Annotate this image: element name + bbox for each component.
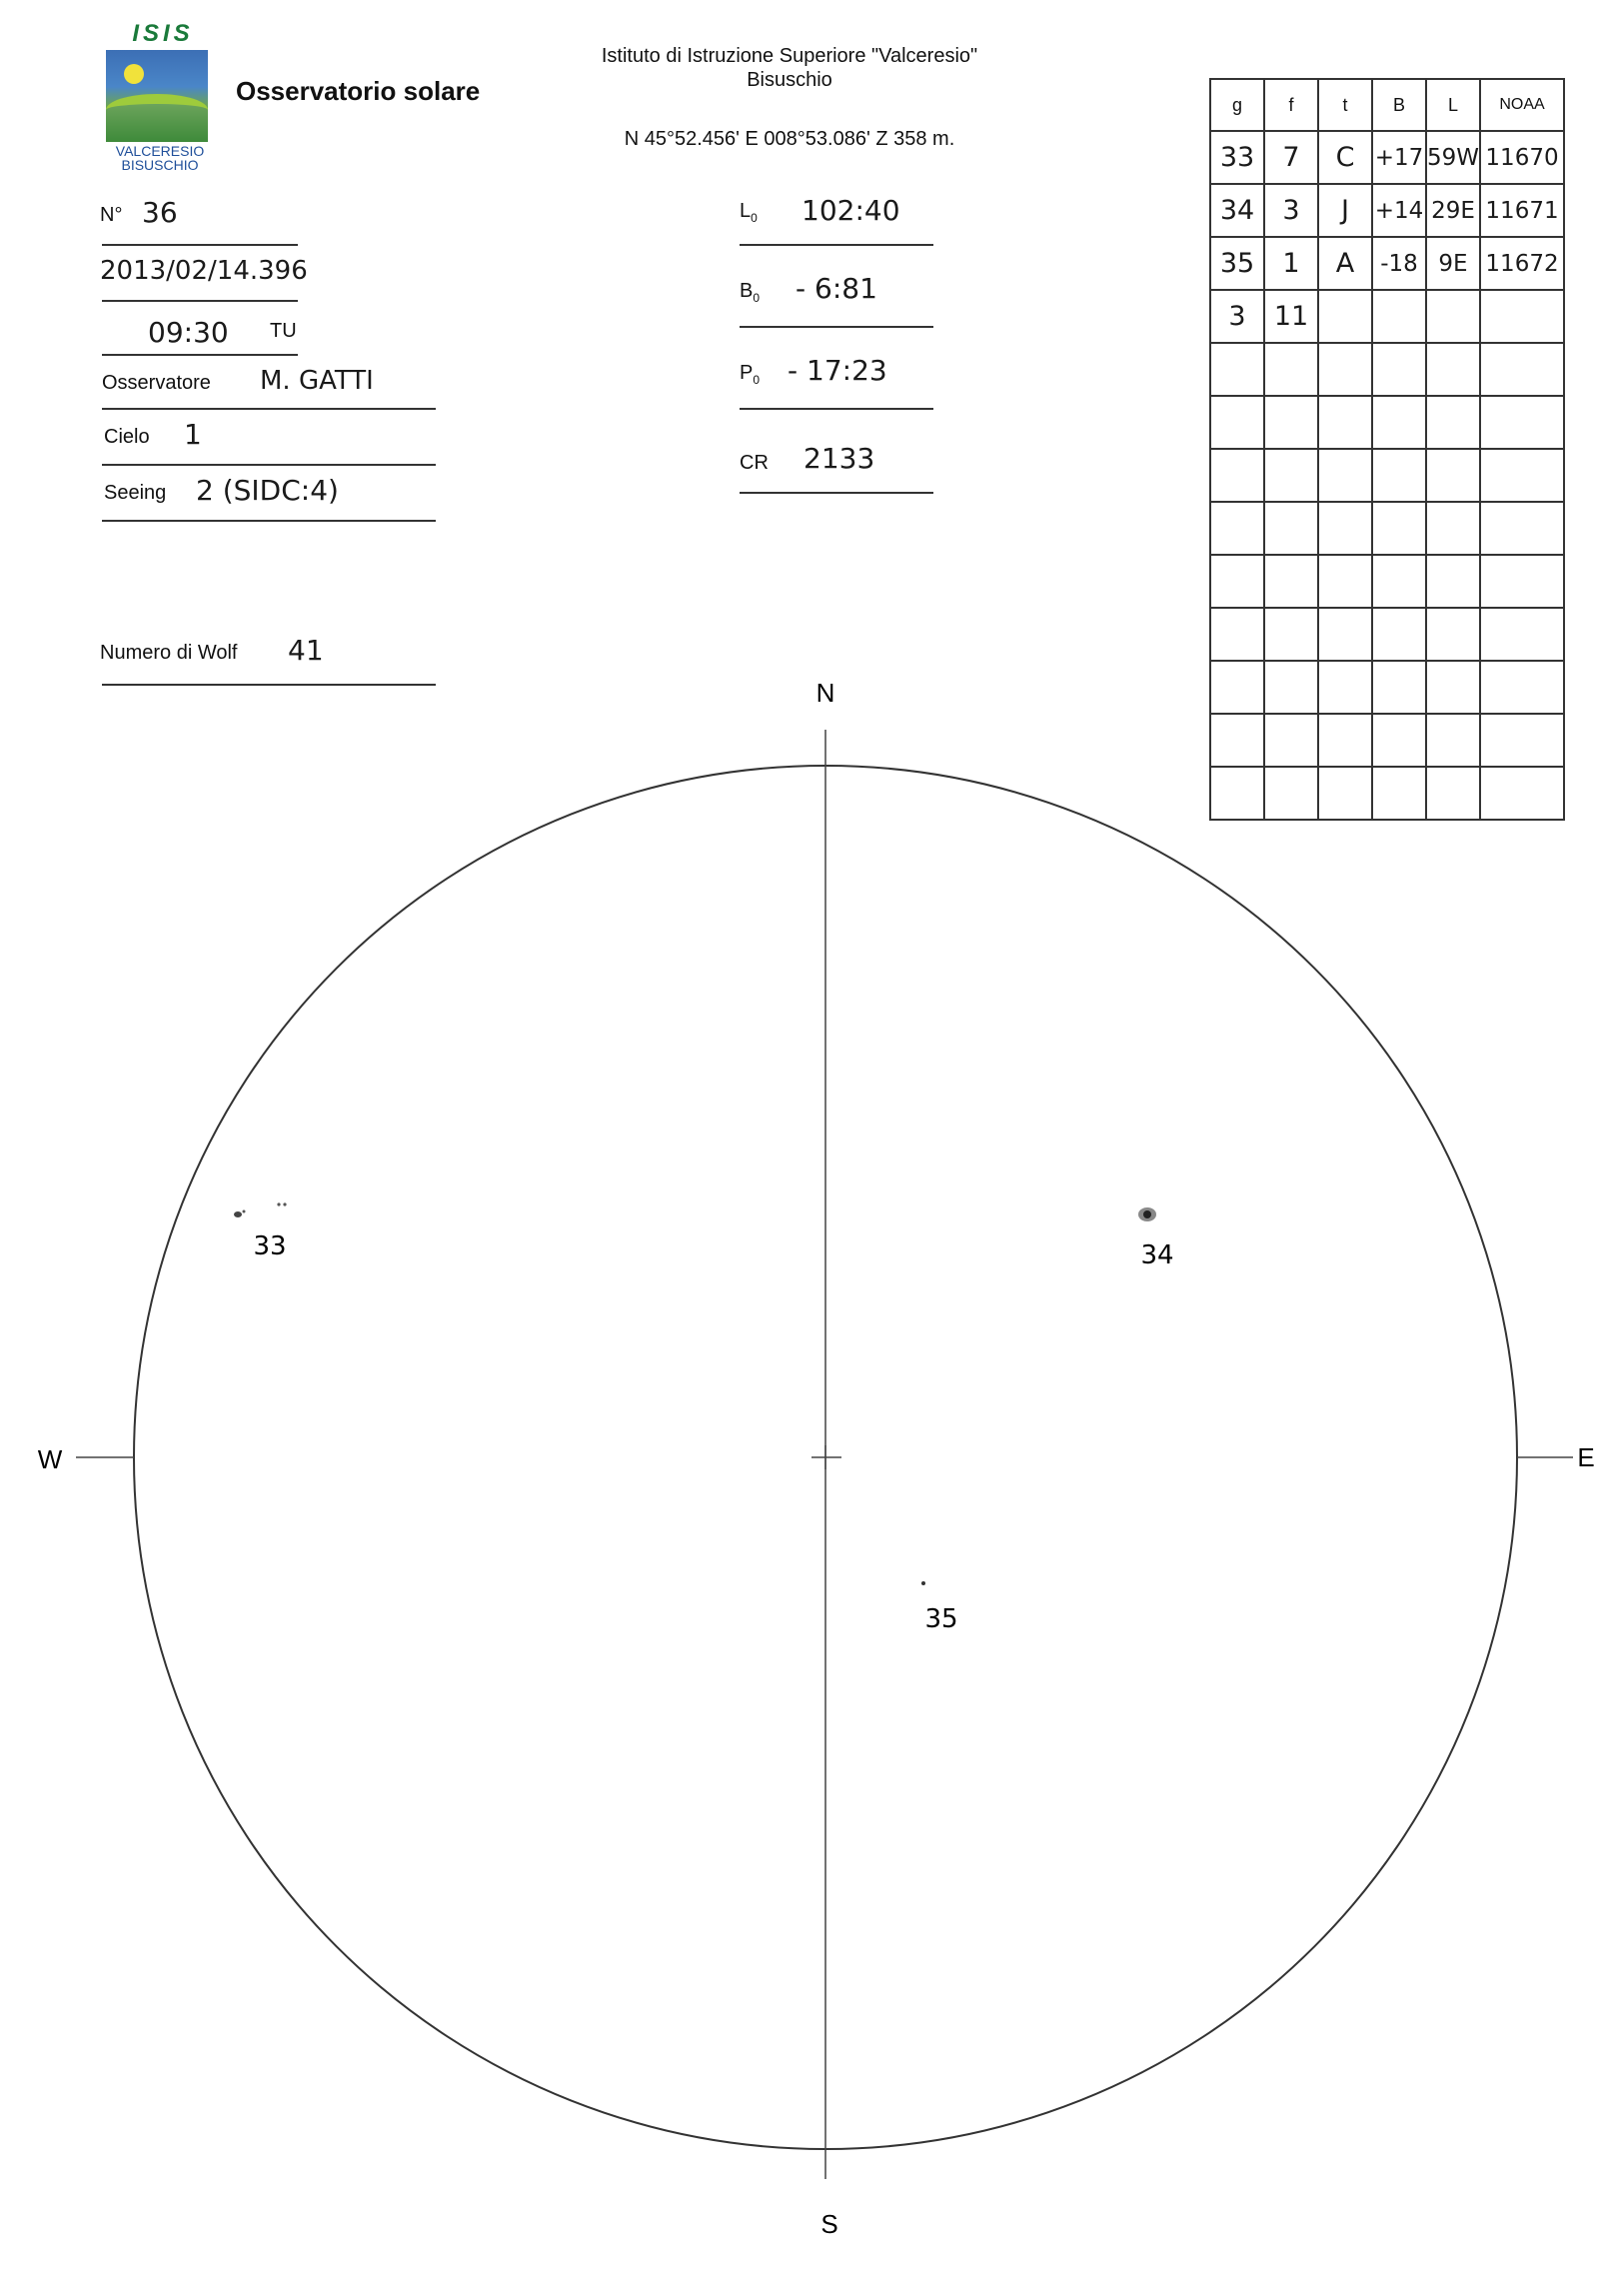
- logo-caption-2: BISUSCHIO: [121, 157, 199, 173]
- cell-f: 1: [1264, 237, 1318, 290]
- header-t: t: [1318, 79, 1372, 131]
- cell-L: 59W: [1426, 131, 1480, 184]
- sky-label: Cielo: [104, 426, 150, 448]
- header-noaa: NOAA: [1480, 79, 1564, 131]
- cell-noaa: 11672: [1480, 237, 1564, 290]
- cell-g: 34: [1210, 184, 1264, 237]
- number-label: N°: [100, 204, 123, 226]
- group-label-33: 33: [253, 1231, 287, 1261]
- cell-L: 9E: [1426, 237, 1480, 290]
- cell-t: A: [1318, 237, 1372, 290]
- group-label-35: 35: [924, 1604, 958, 1634]
- wolf-value: 41: [288, 634, 324, 667]
- cell-f: 3: [1264, 184, 1318, 237]
- west-label: W: [37, 1444, 63, 1474]
- wolf-label: Numero di Wolf: [100, 642, 238, 664]
- institute-line-2: Bisuschio: [747, 69, 832, 91]
- B0-label: $B_0$: [740, 280, 761, 305]
- observer-value: M. GATTI: [260, 366, 374, 396]
- P0-label: $P_0$: [740, 362, 761, 387]
- sunspot-group-35: [921, 1581, 925, 1585]
- CR-label: CR: [740, 452, 769, 474]
- cell-noaa: 11671: [1480, 184, 1564, 237]
- observatory-title: Osservatorio solare: [236, 76, 481, 106]
- east-label: E: [1577, 1442, 1595, 1472]
- site-coordinates: N 45°52.456' E 008°53.086' Z 358 m.: [624, 128, 955, 150]
- L0-value: 102:40: [801, 194, 900, 227]
- sunspot: [277, 1202, 280, 1205]
- north-label: N: [815, 678, 835, 708]
- cell-g: 35: [1210, 237, 1264, 290]
- sunspot: [283, 1202, 286, 1205]
- institute-line-1: Istituto di Istruzione Superiore "Valceresio": [601, 45, 978, 67]
- header-g: g: [1210, 79, 1264, 131]
- cell-t: C: [1318, 131, 1372, 184]
- cell-f-total: 11: [1264, 290, 1318, 343]
- cell-noaa: 11670: [1480, 131, 1564, 184]
- cell-L: 29E: [1426, 184, 1480, 237]
- logo-caption-1: VALCERESIO: [115, 143, 205, 159]
- cell-f: 7: [1264, 131, 1318, 184]
- sunspot-group-33: [234, 1202, 287, 1217]
- logo-brand: ISIS: [132, 20, 194, 47]
- seeing-label: Seeing: [104, 482, 167, 504]
- sunspot-group-34: [1138, 1207, 1156, 1221]
- cell-B: +14: [1372, 184, 1426, 237]
- cell-B: +17: [1372, 131, 1426, 184]
- header-L: L: [1426, 79, 1480, 131]
- sunspot-umbra: [1143, 1210, 1151, 1218]
- observer-label: Osservatore: [102, 372, 211, 394]
- sunspot: [921, 1581, 925, 1585]
- sky-value: 1: [184, 418, 202, 451]
- header-B: B: [1372, 79, 1426, 131]
- L0-label: $L_0$: [740, 200, 758, 225]
- cell-t: J: [1318, 184, 1372, 237]
- sunspot: [243, 1210, 246, 1213]
- date-value: 2013/02/14.396: [100, 256, 308, 286]
- number-value: 36: [142, 196, 178, 229]
- cell-g-total: 3: [1210, 290, 1264, 343]
- group-label-34: 34: [1140, 1240, 1174, 1270]
- time-value: 09:30: [148, 316, 229, 349]
- south-label: S: [820, 2209, 838, 2239]
- sunspot: [234, 1211, 242, 1217]
- CR-value: 2133: [803, 442, 875, 475]
- time-unit: TU: [270, 320, 297, 342]
- cell-g: 33: [1210, 131, 1264, 184]
- P0-value: - 17:23: [788, 354, 887, 387]
- B0-value: - 6:81: [796, 272, 877, 305]
- header-f: f: [1264, 79, 1318, 131]
- seeing-value: 2 (SIDC:4): [196, 474, 339, 507]
- cell-B: -18: [1372, 237, 1426, 290]
